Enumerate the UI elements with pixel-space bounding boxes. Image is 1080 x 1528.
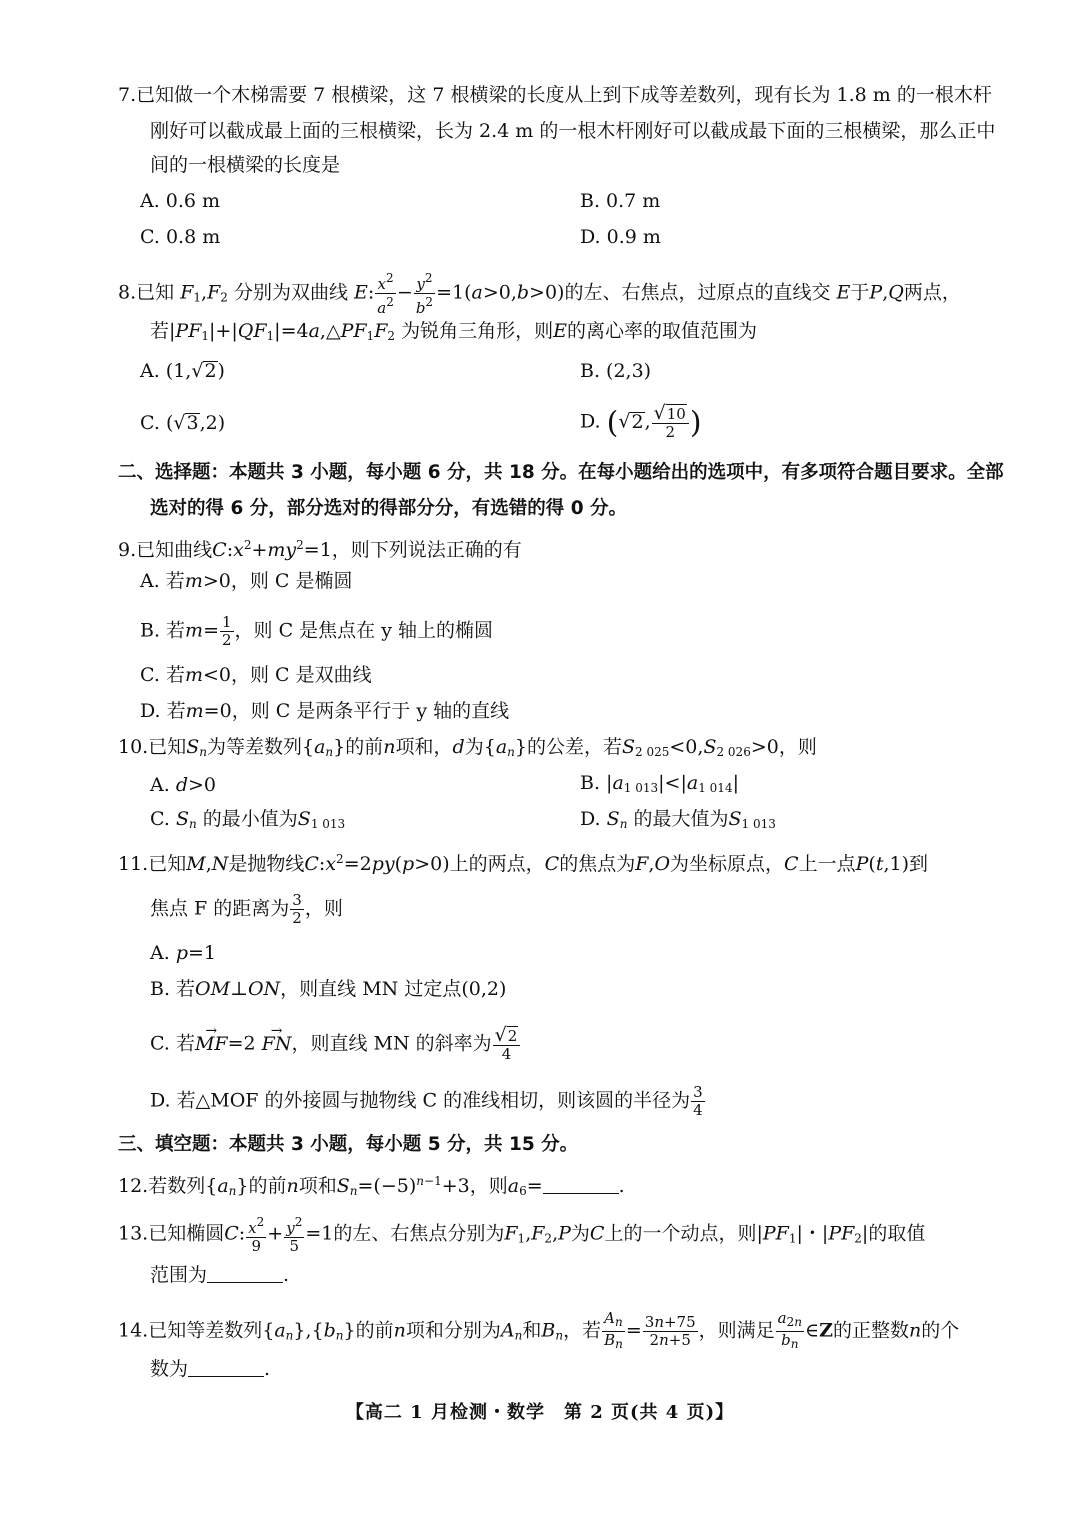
q7-option-b: B. 0.7 m: [580, 190, 661, 212]
q10-option-c: C. $S_n$ 的最小值为$S_{1 013}$: [150, 808, 346, 831]
q9-stem: 9.已知曲线$C:x^2+my^2=1$，则下列说法正确的有: [118, 538, 522, 561]
q9-option-a: A. 若m>0，则 C 是椭圆: [140, 570, 353, 592]
q11-stem-line2: 焦点 F 的距离为 $\frac{3}{2}$ ，则: [150, 891, 343, 927]
section2-header-line2: 选对的得 6 分，部分选对的得部分分，有选错的得 0 分。: [150, 498, 628, 519]
q7-option-a: A. 0.6 m: [140, 190, 221, 212]
q9-option-c: C. 若m<0，则 C 是双曲线: [140, 664, 372, 686]
q7-line3: 间的一根横梁的长度是: [150, 154, 341, 176]
q10-option-a: A. d>0: [150, 774, 216, 796]
q7-option-c: C. 0.8 m: [140, 226, 221, 248]
q7-option-d: D. 0.9 m: [580, 226, 661, 248]
q8-stem-line1: 8.已知 $F_1,F_2$ 分别为双曲线 E: $\frac{x^2}{a^2}$ − $\frac{y^2}{b^2}$ =1(a>0,b>0)的左、右焦点，过原点的直线交 E于P,Q两点，: [118, 271, 961, 317]
q10-option-d: D. $S_n$ 的最大值为$S_{1 013}$: [580, 808, 776, 831]
q7-line1: 7.已知做一个木梯需要 7 根横梁，这 7 根横梁的长度从上到下成等差数列，现有长为 1.8 m 的一根木杆: [118, 84, 992, 106]
q12-answer-blank[interactable]: [543, 1175, 619, 1194]
q8-option-c: C. (√3,2): [140, 412, 226, 434]
q9-option-b: B. 若m= $\frac{1}{2}$ ，则 C 是焦点在 y 轴上的椭圆: [140, 613, 493, 649]
section2-header-line1: 二、选择题：本题共 3 小题，每小题 6 分，共 18 分。在每小题给出的选项中，有多项符合题目要求。全部: [118, 462, 1004, 483]
q8-stem-line2: 若$|PF_1|+|QF_1|=4a,\triangle PF_1F_2$ 为锐角三角形，则E的离心率的取值范围为: [150, 320, 757, 343]
q11-option-a: A. p=1: [150, 942, 216, 964]
section3-header: 三、填空题：本题共 3 小题，每小题 5 分，共 15 分。: [118, 1134, 579, 1155]
q13-answer-blank[interactable]: [207, 1264, 283, 1283]
q10-option-b: B. $|a_{1 013}|<|a_{1 014}|$: [580, 772, 739, 795]
q8-option-b: B. (2,3): [580, 360, 652, 382]
q7-line2: 刚好可以截成最上面的三根横梁，长为 2.4 m 的一根木杆刚好可以截成最下面的三根横梁，那么正中: [150, 120, 996, 142]
q11-option-c: C. 若→ MF=2 → FN，则直线 MN 的斜率为 $\frac{√2}{4}$: [150, 1026, 521, 1063]
q12-stem: 12.若数列$\{a_n\}$的前n项和$S_n=(-5)^{n-1}+3$，则$a_6=$ .: [118, 1174, 625, 1198]
page-footer: 【高二 1 月检测・数学 第 2 页(共 4 页)】: [345, 1402, 735, 1423]
q8-option-d: D. (√2, $\frac{√10}{2}$ ): [580, 402, 702, 441]
q14-stem-line1: 14.已知等差数列$\{a_n\},\{b_n\}$的前n项和分别为$A_n$和$B_n$，若 $\frac{A_n}{B_n}$ = $\frac{3n+75}{2n+5}$ ，则满足 $\frac{a_{2n}}{b_n}$ ∈Z的正整数n的个: [118, 1309, 960, 1351]
q13-stem-line1: 13.已知椭圆C: $\frac{x^2}{9}$ + $\frac{y^2}{5}$ =1的左、右焦点分别为$F_1,F_2,P$为C上的一个动点，则$|PF_1|$・$|PF_2|$的取值: [118, 1215, 926, 1255]
q11-option-d: D. 若△MOF 的外接圆与抛物线 C 的准线相切，则该圆的半径为 $\frac{3}{4}$: [150, 1083, 703, 1119]
q14-answer-blank[interactable]: [188, 1358, 264, 1377]
q14-stem-line2: 数为 .: [150, 1358, 271, 1380]
q10-stem: 10.已知$S_n$为等差数列$\{a_n\}$的前n项和，d为$\{a_n\}$的公差，若$S_{2 025}<0,S_{2 026}>0$，则: [118, 736, 817, 759]
q11-option-b: B. 若OM⊥ON，则直线 MN 过定点(0,2): [150, 978, 507, 1000]
q11-stem-line1: 11.已知M,N是抛物线$C:x^2=2py(p>0)$上的两点，C的焦点为F,O为坐标原点，C上一点P(t,1)到: [118, 852, 929, 875]
q9-option-d: D. 若m=0，则 C 是两条平行于 y 轴的直线: [140, 700, 510, 722]
q13-stem-line2: 范围为 .: [150, 1264, 290, 1286]
q8-option-a: A. (1,√2): [140, 360, 225, 382]
